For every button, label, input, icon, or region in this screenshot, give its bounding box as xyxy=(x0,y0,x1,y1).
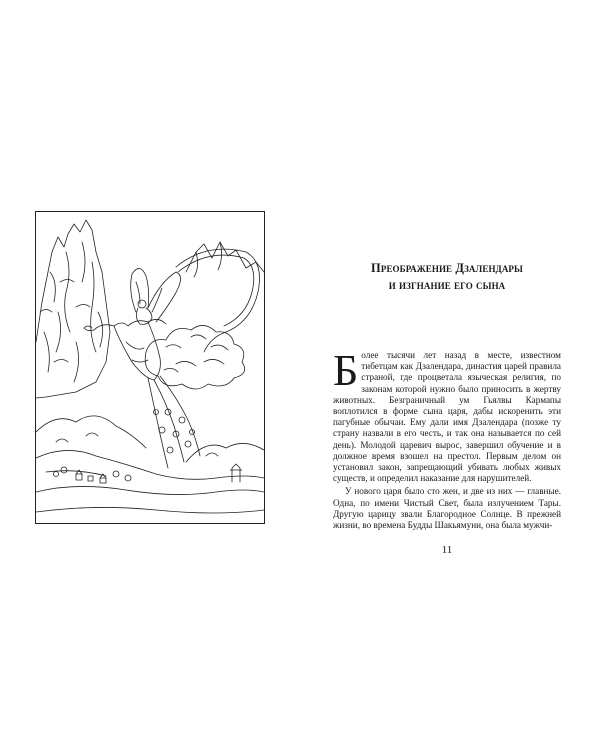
rocky-peaks xyxy=(36,220,110,398)
drop-cap: Б xyxy=(333,346,359,395)
page-number: 11 xyxy=(441,544,453,556)
chapter-title-line2: и изгнание его сына xyxy=(388,278,506,292)
distant-mountains xyxy=(186,242,264,277)
chapter-title xyxy=(333,260,561,294)
chapter-title-line1: Преображение Дзалендары xyxy=(371,261,523,275)
right-page xyxy=(333,0,561,750)
peacock-rider-illustration xyxy=(35,211,265,524)
paragraph-1 xyxy=(333,346,561,484)
body-text xyxy=(333,346,561,533)
paragraph-1-text: олее тысячи лет назад в месте, известном тибетцам как Дзалендара, династия царей правила страной, где процветала языческая религия, по законам которой нужно было приносить в жертву животных. Безграничный ум Гьялвы Кармапы воплотился в форме сына царя, дабы искоренить эти пагубные обычаи. Ему дали имя Дзалендара (позже ту страну назвали в его честь, и так она называется по сей день). Молодой царевич вырос, завершил обучение и в должное время взошел на престол. Первым делом он установил закон, запрещающий убивать любых живых существ, и определил наказание для нарушителей. xyxy=(333,350,561,484)
peacock xyxy=(84,268,200,468)
landscape xyxy=(36,416,264,513)
paragraph-2: У нового царя было сто жен, и две из них — главные. Одна, по имени Чистый Свет, была излучением Тары. Другую царицу звали Благородное Солнце. В прежней жизни, во времена Будды Шакьямуни, она была мужчи- xyxy=(333,486,561,531)
